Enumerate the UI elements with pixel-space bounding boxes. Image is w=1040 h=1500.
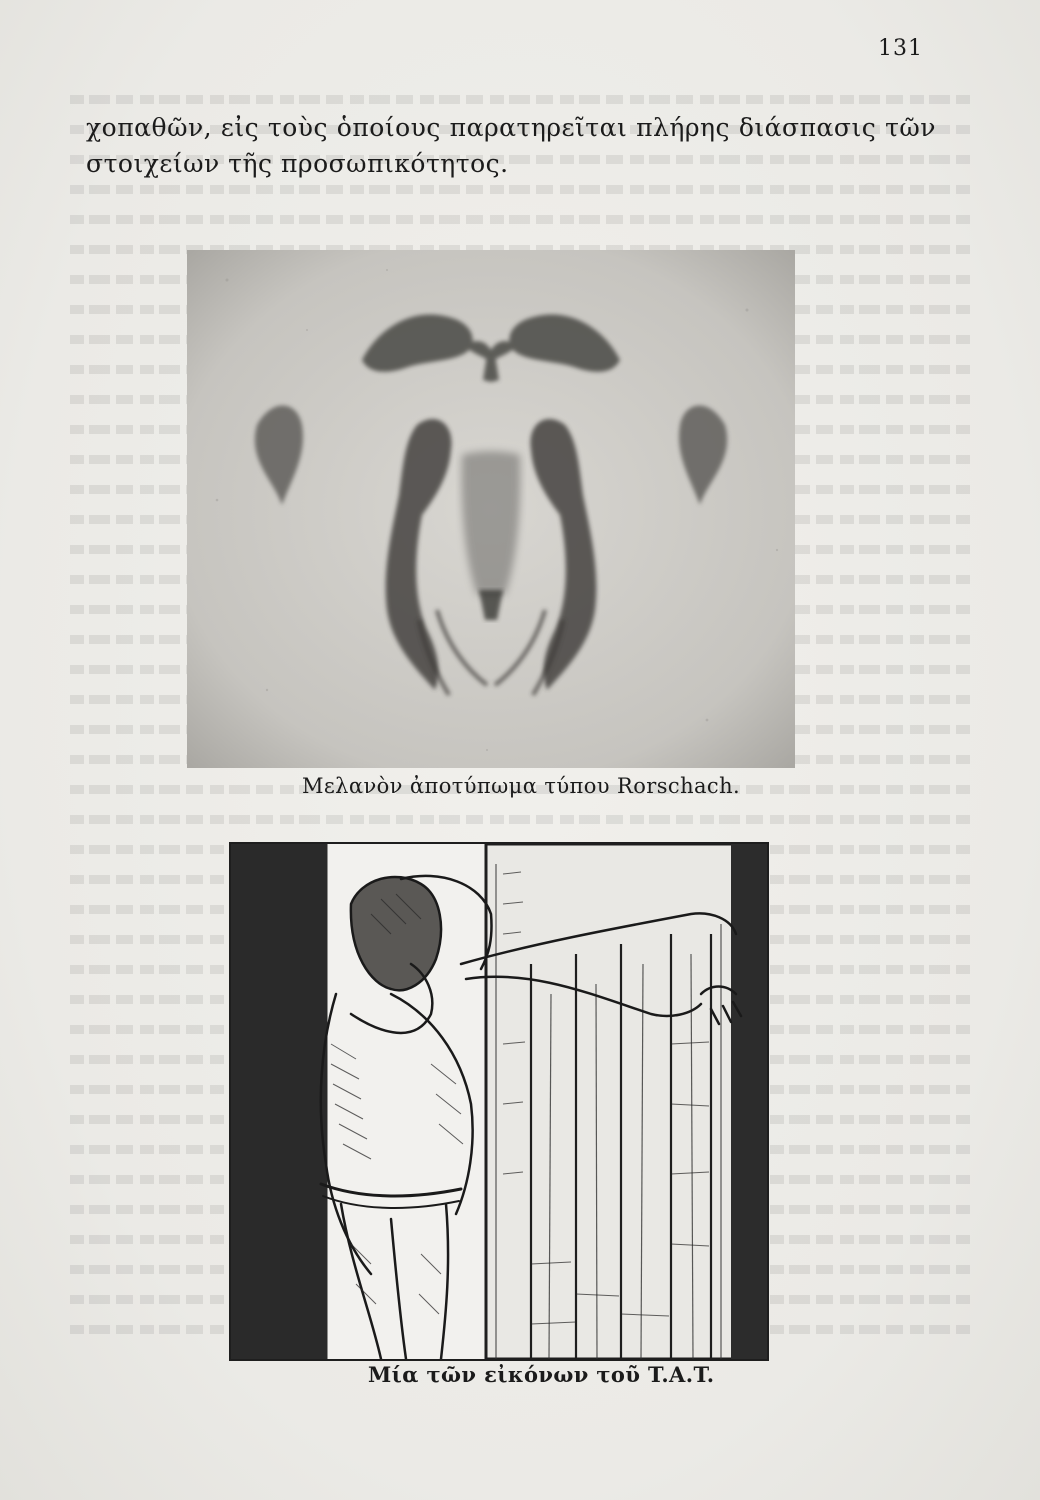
inkblot-image (187, 250, 795, 768)
figure-caption-rorschach: Μελανὸν ἀποτύπωμα τύπου Rorschach. (302, 774, 741, 798)
tat-drawing-image (231, 844, 767, 1359)
page-number: 131 (878, 36, 923, 61)
tat-illustration-figure (229, 842, 769, 1361)
intro-paragraph: χοπαθῶν, εἰς τοὺς ὁποίους παρατηρεῖται πλήρης διάσπασις τῶν στοιχείων τῆς προσωπικότητος. (86, 113, 936, 178)
figure-caption-tat: Μία τῶν εἰκόνων τοῦ T.A.T. (368, 1362, 715, 1387)
rorschach-inkblot-figure (187, 250, 795, 768)
